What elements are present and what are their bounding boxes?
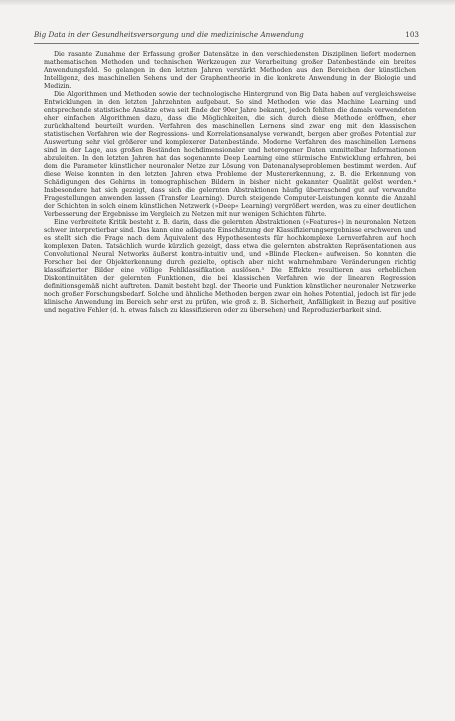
paragraph-2: Die Algorithmen und Methoden sowie der technologische Hintergrund von Big Data haben auf vergleichsweise Entwicklungen in den letzten Jahrzehnten aufgebaut. So sind Methoden wie das Machine Learning und entsprechende statistische Ansätze etwa seit Ende der 90er Jahre bekannt, jedoch fehlten die damals verwendeten eher einfachen Algorithmen dazu, dass die Möglichkeiten, die sich durch diese Methode eröffnen, eher zurückhaltend beurteilt wurden. Verfahren des maschinellen Lernens sind zwar eng mit den klassischen statistischen Verfahren wie der Regressions- und Korrelationsanalyse verwandt, bergen aber großes Potential zur Auswertung sehr viel größerer und komplexerer Datenbestände. Moderne Verfahren des maschinellen Lernens sind in der Lage, aus großen Beständen hochdimensionaler und heterogener Daten unmittelbar Informationen abzuleiten. In den letzten Jahren hat das sogenannte Deep Learning eine stürmische Entwicklung erfahren, bei dem die Parameter künstlicher neuronaler Netze zur Lösung von Datenanalyseproblemen bestimmt werden. Auf diese Weise konnten in den letzten Jahren etwa Probleme der Mustererkennung, z. B. die Erkennung von Schädigungen des Gehirns in tomographischen Bildern in bisher nicht gekannter Qualität gelöst werden.⁴ Insbesondere hat sich gezeigt, dass sich die gelernten Abstraktionen häufig überraschend gut auf verwandte Fragestellungen anwenden lassen (Transfer Learning). Durch steigende Computer-Leistungen konnte die Anzahl der Schichten in solch einem künstlichen Netzwerk (»Deep« Learning) vergrößert werden, was zu einer deutlichen Verbesserung der Ergebnisse im Vergleich zu Netzen mit nur wenigen Schichten führte. — [44, 91, 416, 218]
paragraph-3: Eine verbreitete Kritik besteht z. B. darin, dass die gelernten Abstraktionen (»Features«) in neuronalen Netzen schwer interpretierbar sind. Das kann eine adäquate Einschätzung der Klassifizierungsergebnisse erschweren und es stellt sich die Frage nach dem Äquivalent des Hypothesentests für hochkomplexe Lernverfahren auf hoch komplexen Daten. Tatsächlich wurde kürzlich gezeigt, dass etwa die gelernten abstrakten Repräsentationen aus Convolutional Neural Networks äußerst kontra-intuitiv und, und »Blinde Flecken« aufweisen. So konnten die Forscher bei der Objekterkennung durch gezielte, optisch aber nicht wahrnehmbare Veränderungen richtig klassifizierter Bilder eine völlige Fehlklassifikation auslösen.⁵ Die Effekte resultieren aus erheblichen Diskontinuitäten der gelernten Funktionen, die bei klassischen Verfahren wie der linearen Regression definitionsgemäß nicht auftreten. Damit besteht bzgl. der Theorie und Funktion künstlicher neuronaler Netzwerke noch großer Forschungsbedarf. Solche und ähnliche Methoden bergen zwar ein hohes Potential, jedoch ist für jede klinische Anwendung im Bereich sehr erst zu prüfen, wie groß z. B. Sicherheit, Anfälligkeit in Bezug auf positive und negative Fehler (d. h. etwas falsch zu klassifizieren oder zu übersehen) und Reproduzierbarkeit sind. — [44, 219, 416, 314]
running-title: Big Data in der Gesundheitsversorgung und die medizinische Anwendung — [34, 30, 304, 39]
paragraph-1: Die rasante Zunahme der Erfassung großer Datensätze in den verschiedensten Disziplinen liefert modernen mathematischen Methoden und technischen Werkzeugen zur Verarbeitung großer Datenbestände ein breites Anwendungsfeld. So gelangen in den letzten Jahren verstärkt Methoden aus den Bereichen der künstlichen Intelligenz, des maschinellen Sehens und der Graphentheorie in die konkrete Anwendung in der Biologie und Medizin. — [44, 51, 416, 90]
body-text — [44, 51, 416, 315]
scan-edge-shadow — [0, 0, 455, 6]
running-header — [34, 30, 419, 42]
header-rule — [34, 43, 419, 44]
page-number: 103 — [405, 30, 419, 39]
